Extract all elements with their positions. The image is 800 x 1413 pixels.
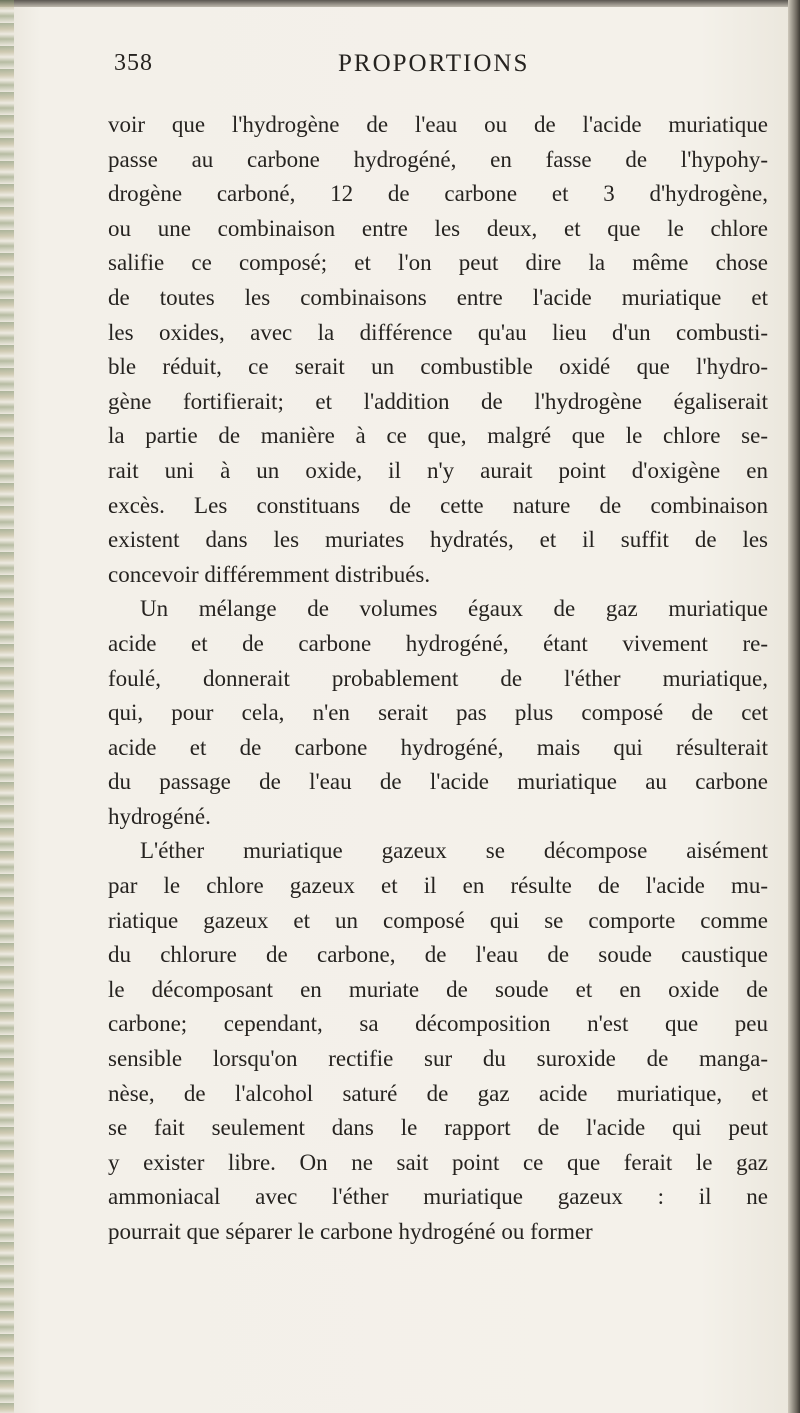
text-line: concevoir différemment distribués.	[108, 561, 431, 587]
text-line: foulé, donnerait probablement de l'éther muriatique,	[108, 665, 768, 691]
text-line: sensible lorsqu'on rectifie sur du suroxide de manga-	[108, 1046, 768, 1072]
text-line: gène fortifierait; et l'addition de l'hydrogène égaliserait	[108, 388, 768, 414]
text-line: de toutes les combinaisons entre l'acide muriatique et	[108, 284, 768, 310]
text-line: acide et de carbone hydrogéné, étant vivement re-	[108, 630, 768, 656]
text-line: du passage de l'eau de l'acide muriatique au carbone	[108, 769, 768, 795]
text-line: L'éther muriatique gazeux se décompose aisément	[140, 838, 768, 864]
text-line: excès. Les constituans de cette nature de combinaison	[108, 492, 768, 518]
text-line: les oxides, avec la différence qu'au lieu d'un combusti-	[108, 319, 768, 345]
page-top-edge	[0, 0, 800, 7]
page-number: 358	[114, 50, 153, 76]
running-title: PROPORTIONS	[338, 50, 530, 77]
text-line: passe au carbone hydrogéné, en fasse de l'hypohy-	[108, 146, 768, 172]
text-line: du chlorure de carbone, de l'eau de soude caustique	[108, 942, 768, 968]
text-line: hydrogéné.	[108, 803, 211, 829]
text-line: rait uni à un oxide, il n'y aurait point d'oxigène en	[108, 457, 768, 483]
text-line: riatique gazeux et un composé qui se comporte comme	[108, 907, 768, 933]
text-line: Un mélange de volumes égaux de gaz muriatique	[140, 596, 768, 622]
text-line: voir que l'hydrogène de l'eau ou de l'acide muriatique	[108, 112, 768, 137]
text-line: salifie ce composé; et l'on peut dire la même chose	[108, 250, 768, 276]
text-line: y exister libre. On ne sait point ce que ferait le gaz	[108, 1149, 768, 1175]
text-line: ou une combinaison entre les deux, et que le chlore	[108, 215, 768, 241]
binding-edge	[0, 0, 14, 1413]
text-line: pourrait que séparer le carbone hydrogéné ou former	[108, 1219, 593, 1244]
text-line: la partie de manière à ce que, malgré que le chlore se-	[108, 423, 768, 449]
text-line: acide et de carbone hydrogéné, mais qui résulterait	[108, 734, 768, 760]
text-line: ble réduit, ce serait un combustible oxidé que l'hydro-	[108, 354, 768, 380]
text-line: carbone; cependant, sa décomposition n'est que peu	[108, 1011, 768, 1037]
text-line: le décomposant en muriate de soude et en oxide de	[108, 976, 768, 1002]
text-line: se fait seulement dans le rapport de l'acide qui peut	[108, 1115, 768, 1141]
page-header	[108, 50, 768, 90]
text-line: par le chlore gazeux et il en résulte de l'acide mu-	[108, 873, 768, 899]
text-line: qui, pour cela, n'en serait pas plus composé de cet	[108, 700, 768, 726]
text-line: existent dans les muriates hydratés, et il suffit de les	[108, 527, 768, 553]
text-line: ammoniacal avec l'éther muriatique gazeux : il ne	[108, 1184, 768, 1210]
page-right-edge	[788, 0, 800, 1413]
text-line: nèse, de l'alcohol saturé de gaz acide muriatique, et	[108, 1080, 768, 1106]
body-text	[108, 108, 768, 1250]
text-line: drogène carboné, 12 de carbone et 3 d'hydrogène,	[108, 181, 768, 207]
